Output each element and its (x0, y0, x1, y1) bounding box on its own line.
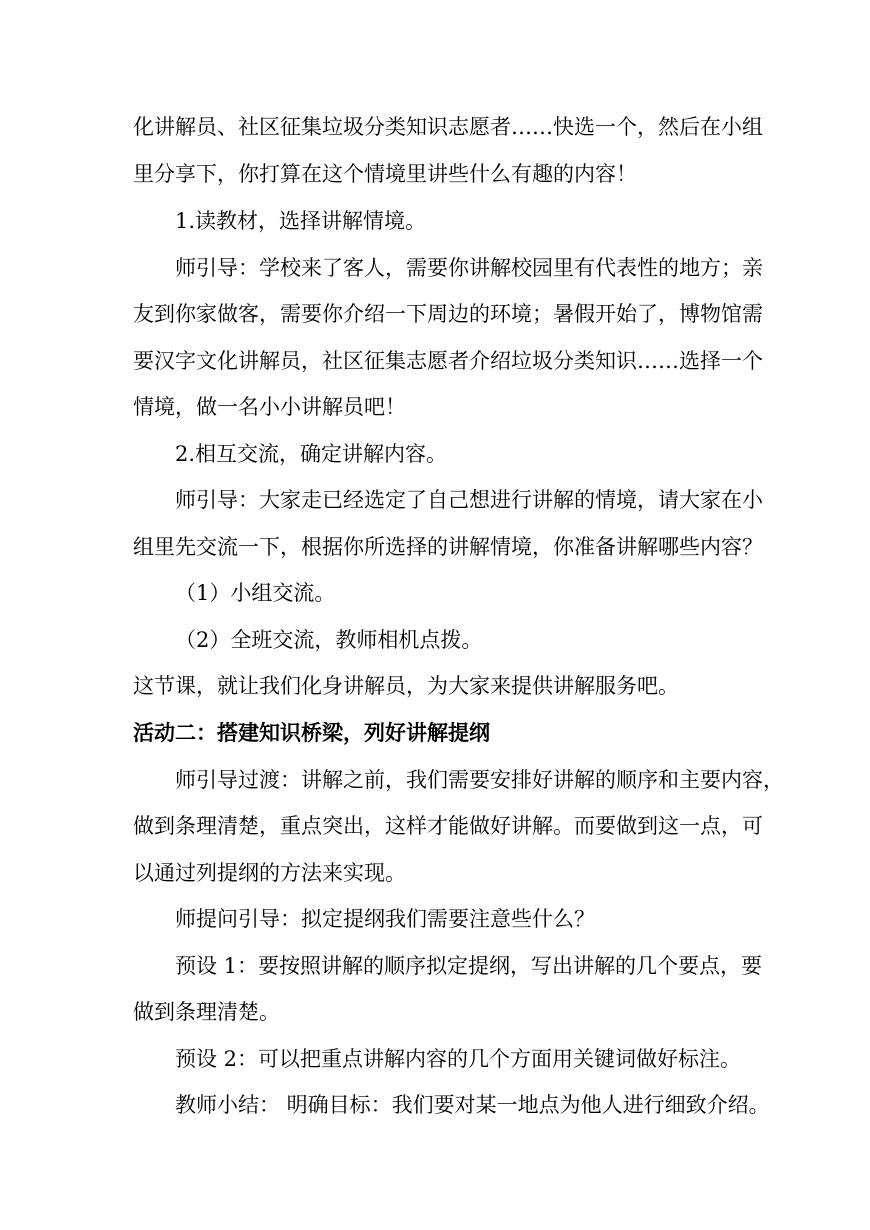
paragraph-line: 这节课，就让我们化身讲解员，为大家来提供讲解服务吧。 (133, 674, 679, 698)
paragraph-line: 做到条理清楚，重点突出，这样才能做好讲解。而要做到这一点，可 (133, 814, 763, 838)
paragraph-line: 预设 2：可以把重点讲解内容的几个方面用关键词做好标注。 (175, 1047, 742, 1071)
step-heading: 1.读教材，选择讲解情境。 (175, 209, 427, 233)
paragraph-line: 师引导：大家走已经选定了自己想进行讲解的情境，请大家在小 (175, 488, 763, 512)
paragraph-line: 友到你家做客，需要你介绍一下周边的环境；暑假开始了，博物馆需 (133, 302, 763, 326)
paragraph-line: 里分享下，你打算在这个情境里讲些什么有趣的内容！ (133, 162, 637, 186)
paragraph-line: 做到条理清楚。 (133, 1000, 280, 1024)
paragraph-line: 化讲解员、社区征集垃圾分类知识志愿者……快选一个，然后在小组 (133, 115, 763, 139)
paragraph-line: 以通过列提纲的方法来实现。 (133, 861, 406, 885)
list-item: （2）全班交流，教师相机点拨。 (175, 628, 483, 652)
step-heading: 2.相互交流，确定讲解内容。 (175, 442, 448, 466)
paragraph-line: 预设 1：要按照讲解的顺序拟定提纲，写出讲解的几个要点，要 (175, 954, 763, 978)
paragraph-line: 师引导过渡：讲解之前，我们需要安排好讲解的顺序和主要内容， (175, 768, 784, 792)
paragraph-line: 师提问引导：拟定提纲我们需要注意些什么？ (175, 907, 595, 931)
paragraph-line: 教师小结： 明确目标：我们要对某一地点为他人进行细致介绍。 (175, 1093, 770, 1117)
paragraph-line: 要汉字文化讲解员，社区征集志愿者介绍垃圾分类知识……选择一个 (133, 349, 763, 373)
paragraph-line: 情境，做一名小小讲解员吧！ (133, 395, 406, 419)
paragraph-line: 师引导：学校来了客人，需要你讲解校园里有代表性的地方；亲 (175, 256, 763, 280)
paragraph-line: 组里先交流一下，根据你所选择的讲解情境，你准备讲解哪些内容？ (133, 535, 763, 559)
list-item: （1）小组交流。 (175, 581, 336, 605)
section-heading: 活动二：搭建知识桥梁，列好讲解提纲 (133, 720, 490, 745)
